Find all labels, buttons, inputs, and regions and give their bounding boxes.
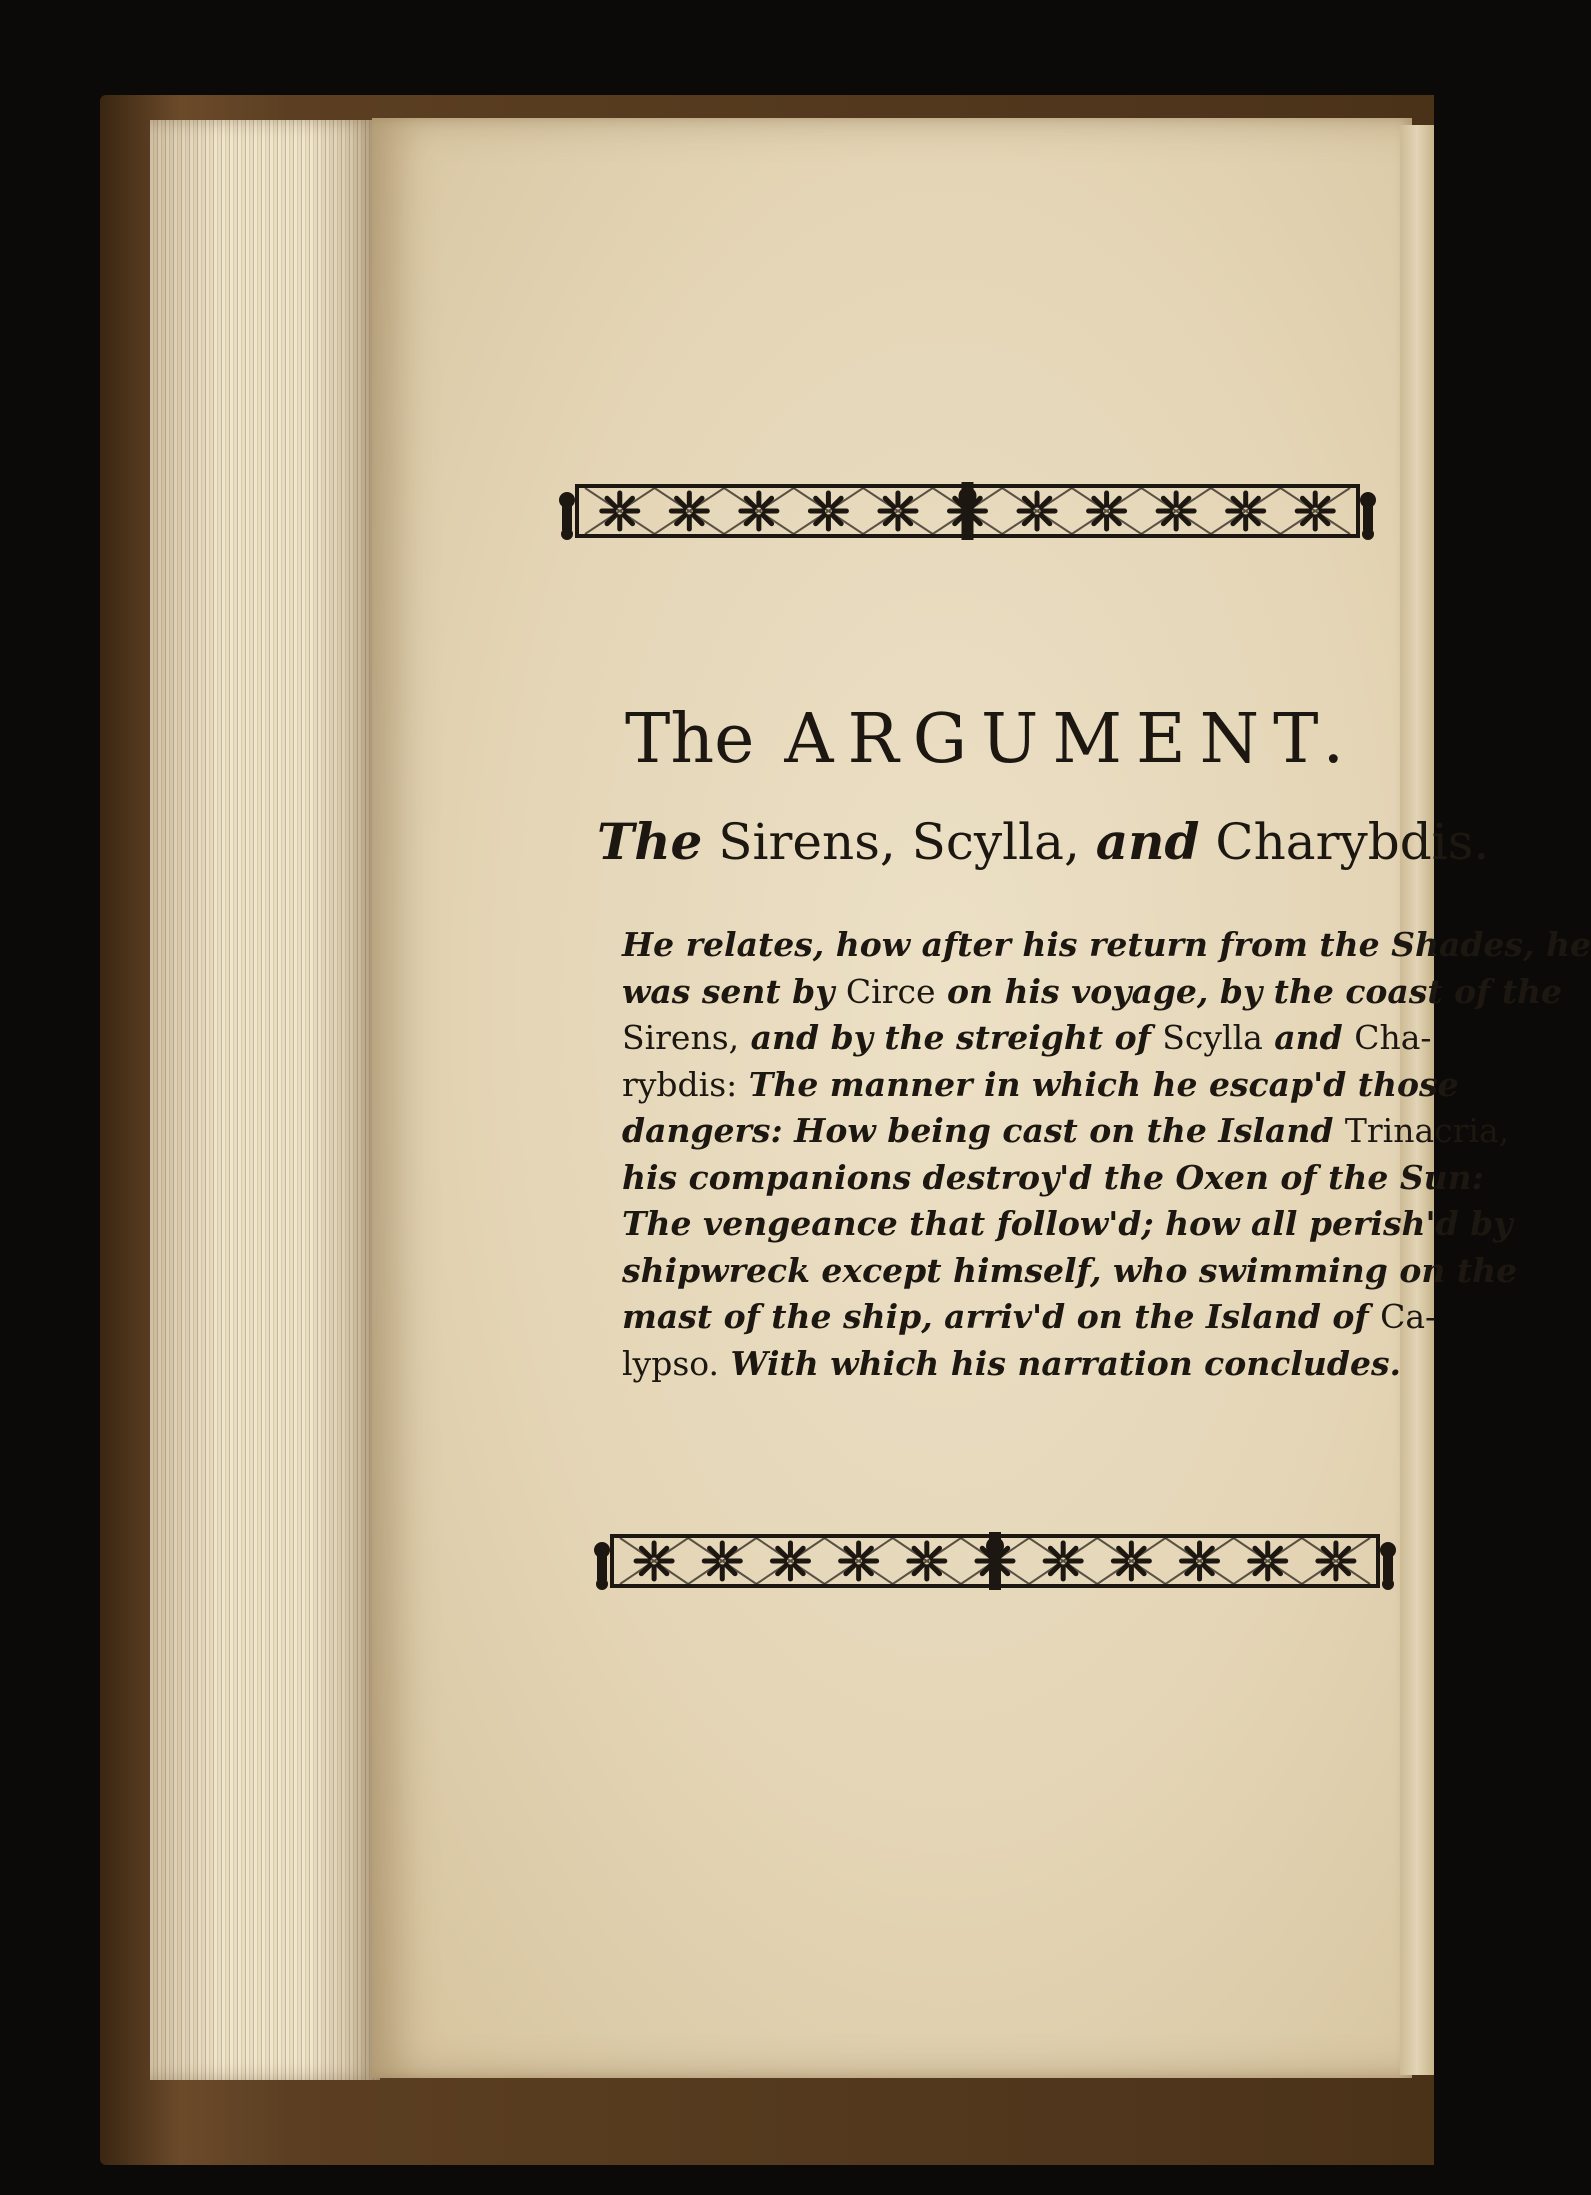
- subtitle-sirens: Sirens, Scylla,: [702, 813, 1096, 871]
- paragraph-line: [622, 1015, 1432, 1062]
- flower-ornament: [794, 488, 864, 534]
- flower-ornament: [1234, 1538, 1302, 1584]
- fleuron-ornament: [559, 492, 575, 540]
- top-ornament: [555, 478, 1380, 544]
- line-text: lypso.: [622, 1343, 720, 1383]
- subtitle-the: The: [597, 812, 703, 871]
- line-text: The vengeance that follow'd; how all perish'd by: [622, 1204, 1513, 1243]
- flower-ornament: [620, 1538, 688, 1584]
- title-the: The: [625, 700, 755, 779]
- fleuron-ornament: [594, 1542, 610, 1590]
- line-text: The manner in which he escap'd those: [737, 1064, 1459, 1104]
- flower-ornament: [1302, 1538, 1370, 1584]
- line-text: dangers: How being cast on the Island: [622, 1111, 1345, 1150]
- bottom-ornament: [590, 1528, 1400, 1594]
- line-text: shipwreck except himself, who swimming on the: [622, 1250, 1518, 1290]
- flower-ornament: [585, 488, 655, 534]
- paragraph-line: [622, 969, 1563, 1016]
- line-text: Ca-: [1380, 1297, 1437, 1336]
- flower-ornament: [756, 1538, 824, 1584]
- page-title: [625, 700, 1385, 779]
- paragraph-line: [622, 1155, 1484, 1202]
- line-text: was sent by: [622, 971, 846, 1011]
- flower-ornament: [893, 1538, 961, 1584]
- flower-ornament: [655, 488, 725, 534]
- subtitle-charybdis: Charybdis.: [1199, 813, 1490, 871]
- subtitle-and: and: [1095, 812, 1200, 871]
- paragraph-line: [622, 1201, 1513, 1248]
- line-text: on his voyage, by the coast of the: [935, 971, 1563, 1011]
- flower-ornament: [1211, 488, 1281, 534]
- page-edges-shade: [150, 120, 380, 2080]
- flower-ornament: [724, 488, 794, 534]
- line-text: rybdis:: [622, 1064, 738, 1104]
- line-text: his companions destroy'd the Oxen of the Sun:: [622, 1157, 1484, 1197]
- line-text: Scylla: [1162, 1018, 1263, 1057]
- line-text: Sirens,: [622, 1018, 740, 1057]
- line-text: Cha-: [1354, 1018, 1432, 1057]
- flower-ornament: [863, 488, 933, 534]
- flower-ornament: [1002, 488, 1072, 534]
- page-subtitle: [597, 812, 1490, 871]
- argument-paragraph: [622, 922, 1591, 1387]
- line-text: With which his narration concludes.: [719, 1343, 1402, 1383]
- line-text: and: [1262, 1018, 1355, 1057]
- line-text: Trinacria,: [1344, 1111, 1510, 1150]
- fleuron-ornament: [1380, 1542, 1396, 1590]
- flower-ornament: [1280, 488, 1350, 534]
- line-text: mast of the ship, arriv'd on the Island of: [622, 1297, 1381, 1336]
- flower-ornament: [1097, 1538, 1165, 1584]
- paragraph-line: [622, 1341, 1402, 1388]
- title-argument: ARGUMENT.: [784, 700, 1359, 779]
- paragraph-line: [622, 1108, 1510, 1155]
- flower-ornament: [1141, 488, 1211, 534]
- flower-ornament: [1072, 488, 1142, 534]
- paragraph-line: [622, 922, 1591, 969]
- paragraph-line: [622, 1062, 1459, 1109]
- line-text: Circe: [845, 971, 936, 1011]
- line-text: He relates, how after his return from the Shades, he: [622, 925, 1591, 964]
- flower-ornament: [1029, 1538, 1097, 1584]
- line-text: and by the streight of: [739, 1018, 1163, 1057]
- paragraph-line: [622, 1294, 1437, 1341]
- flower-ornament: [688, 1538, 756, 1584]
- flower-ornament: [825, 1538, 893, 1584]
- flower-ornament: [1165, 1538, 1233, 1584]
- paragraph-line: [622, 1248, 1518, 1295]
- fleuron-ornament: [1360, 492, 1376, 540]
